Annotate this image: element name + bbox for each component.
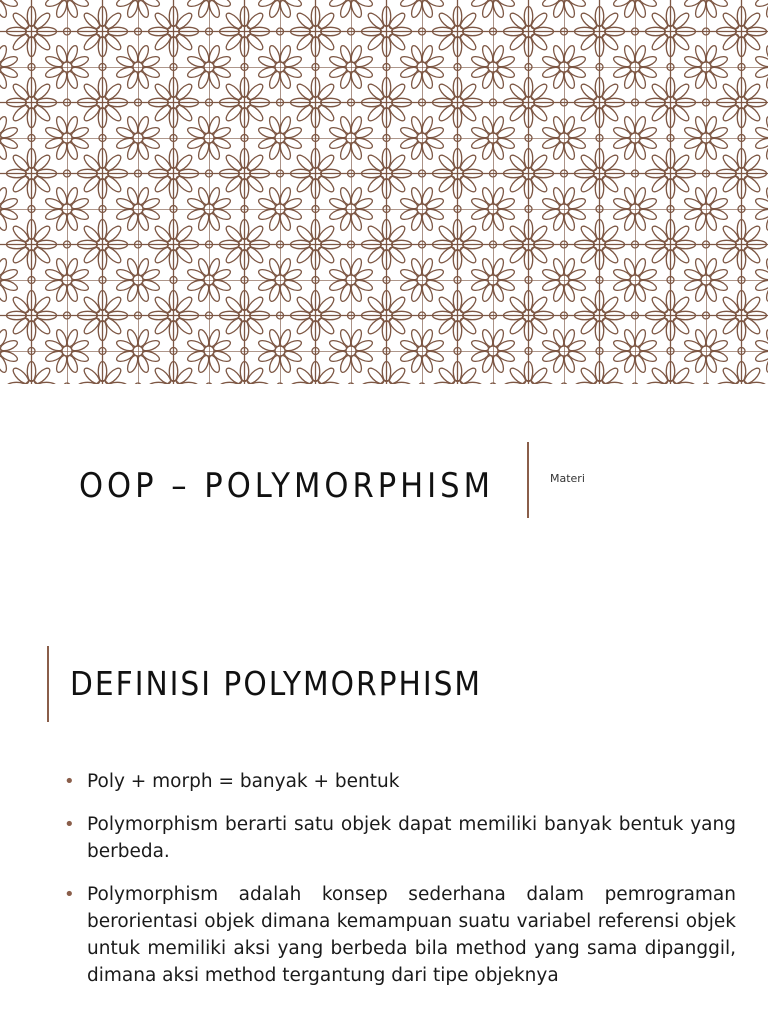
floral-pattern-banner xyxy=(0,0,768,384)
bullet-item: • Poly + morph = banyak + bentuk xyxy=(60,768,736,795)
bullet-list xyxy=(60,768,736,1005)
bullet-item: • Polymorphism adalah konsep sederhana dalam pemrograman berorientasi objek dimana kemampuan suatu variabel referensi objek untuk memiliki aksi yang berbeda bila method yang sama dipanggil, dimana aksi method tergantung dari tipe objeknya xyxy=(60,881,736,989)
title-block xyxy=(0,448,768,528)
bullet-item: • Polymorphism berarti satu objek dapat memiliki banyak bentuk yang berbeda. xyxy=(60,811,736,865)
title-divider xyxy=(527,442,529,518)
heading-accent-bar xyxy=(47,646,49,722)
presentation-subtitle: Materi xyxy=(550,472,585,485)
slide-heading: DEFINISI POLYMORPHISM xyxy=(70,664,483,703)
presentation-title: OOP – POLYMORPHISM xyxy=(78,466,494,506)
definition-slide xyxy=(0,612,768,1024)
